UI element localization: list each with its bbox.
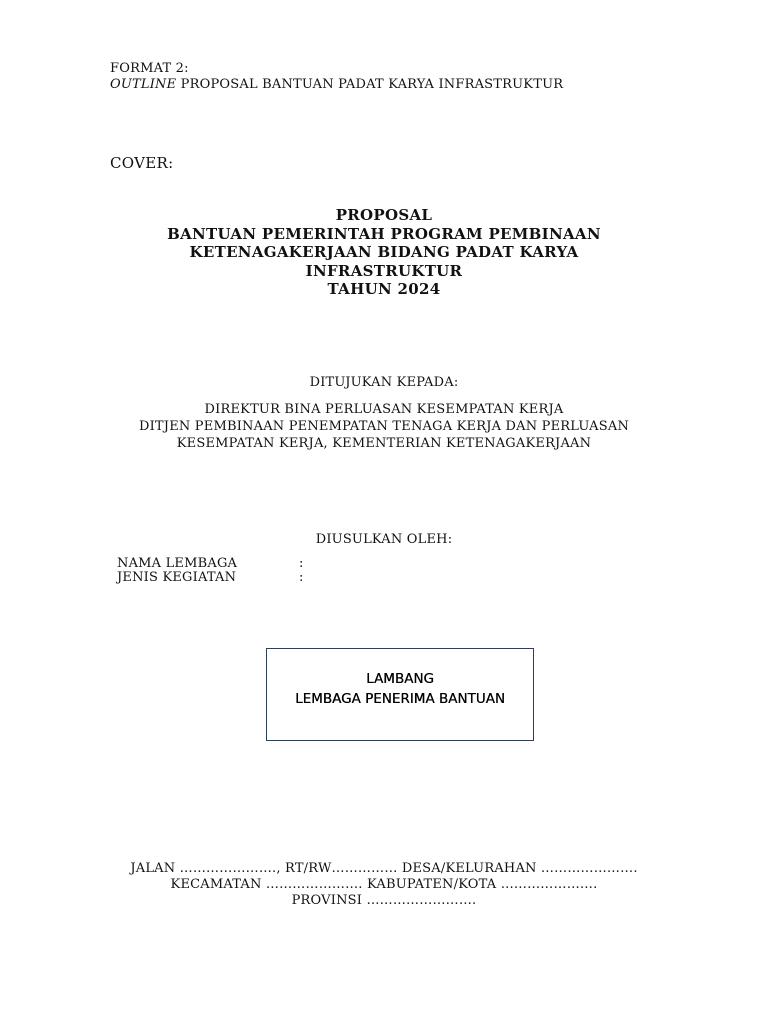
format-header <box>110 61 563 93</box>
recipient-line-3: KESEMPATAN KERJA, KEMENTERIAN KETENAGAKERJAAN <box>176 436 592 451</box>
field-colon: : <box>299 570 304 585</box>
outline-word: OUTLINE <box>110 77 177 92</box>
logo-box-line-2: LEMBAGA PENERIMA BANTUAN <box>295 691 505 707</box>
logo-placeholder-box <box>266 648 534 741</box>
outline-title <box>110 77 563 93</box>
field-jenis-kegiatan <box>117 570 304 585</box>
cover-label: COVER: <box>110 154 174 172</box>
field-colon: : <box>299 556 304 571</box>
title-line-4: INFRASTRUKTUR <box>305 261 463 280</box>
address-line-2: KECAMATAN …………………. KABUPATEN/KOTA …………………. <box>170 877 598 892</box>
recipient-line-2: DITJEN PEMBINAAN PENEMPATAN TENAGA KERJA DAN PERLUASAN <box>138 419 630 434</box>
field-label: NAMA LEMBAGA <box>117 556 238 571</box>
address-block <box>0 861 768 909</box>
field-nama-lembaga <box>117 556 304 571</box>
proposed-by-label: DIUSULKAN OLEH: <box>315 532 453 547</box>
proposal-title <box>0 206 768 299</box>
recipient-line-1: DIREKTUR BINA PERLUASAN KESEMPATAN KERJA <box>204 402 564 417</box>
logo-box-line-1: LAMBANG <box>366 671 434 687</box>
title-line-1: PROPOSAL <box>335 206 433 224</box>
title-line-5: TAHUN 2024 <box>327 280 441 298</box>
address-line-3: PROVINSI ……………………. <box>291 893 477 908</box>
title-line-3: KETENAGAKERJAAN BIDANG PADAT KARYA <box>189 243 579 261</box>
title-line-2: BANTUAN PEMERINTAH PROGRAM PEMBINAAN <box>167 224 601 243</box>
address-line-1: JALAN …………………., RT/RW…………… DESA/KELURAHAN …………………. <box>130 861 638 876</box>
addressed-to-label: DITUJUKAN KEPADA: <box>309 375 459 390</box>
format-label: FORMAT 2: <box>110 61 189 76</box>
recipient-block <box>0 401 768 452</box>
outline-rest: PROPOSAL BANTUAN PADAT KARYA INFRASTRUKTUR <box>176 77 564 92</box>
field-label: JENIS KEGIATAN <box>117 570 237 585</box>
